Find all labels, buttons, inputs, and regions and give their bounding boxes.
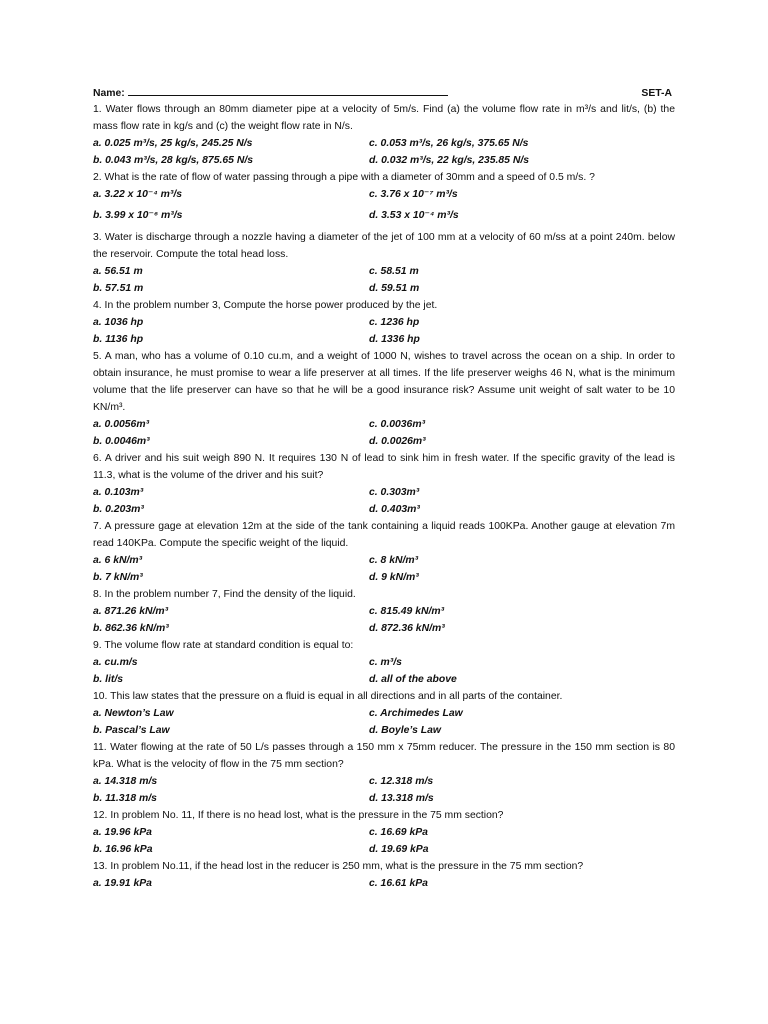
options-grid (93, 314, 675, 348)
answer-option[interactable]: d. 0.403m³ (369, 504, 420, 515)
options-grid (93, 705, 675, 739)
options-grid (93, 875, 675, 892)
answer-option[interactable]: a. 3.22 x 10⁻⁴ m³/s (93, 189, 183, 200)
set-label: SET-A (641, 88, 672, 99)
answer-option[interactable]: d. 59.51 m (369, 283, 420, 294)
question-block (93, 297, 675, 348)
answer-option[interactable]: d. 0.0026m³ (369, 436, 426, 447)
answer-option[interactable]: b. 57.51 m (93, 283, 144, 294)
answer-option[interactable]: a. 0.103m³ (93, 487, 144, 498)
answer-option[interactable]: c. m³/s (369, 657, 402, 668)
question-block (93, 858, 675, 892)
question-text: 1. Water flows through an 80mm diameter pipe at a velocity of 5m/s. Find (a) the volume flow rate in m³/s and lit/s, (b) the mass flow rate in kg/s and (c) the weight flow rate in N/s. (93, 104, 675, 132)
question-text: 11. Water flowing at the rate of 50 L/s passes through a 150 mm x 75mm reducer. The pressure in the 150 mm section is 80 kPa. What is the velocity of flow in the 75 mm section? (93, 742, 675, 770)
question-block (93, 807, 675, 858)
question-text: 3. Water is discharge through a nozzle having a diameter of the jet of 100 mm at a velocity of 60 m/ss at a point 240m. below the reservoir. Compute the total head loss. (93, 232, 675, 260)
answer-option[interactable]: d. 3.53 x 10⁻⁴ m³/s (369, 210, 459, 221)
question-text: 7. A pressure gage at elevation 12m at the side of the tank containing a liquid reads 100KPa. Another gauge at elevation 7m read 140KPa. Compute the specific weight of the liquid. (93, 521, 675, 549)
options-grid (93, 773, 675, 807)
answer-option[interactable]: a. Newton’s Law (93, 708, 174, 719)
answer-option[interactable]: a. 0.025 m³/s, 25 kg/s, 245.25 N/s (93, 138, 253, 149)
answer-option[interactable]: d. 1336 hp (369, 334, 420, 345)
question-block (93, 101, 675, 169)
answer-option[interactable]: b. 0.0046m³ (93, 436, 150, 447)
question-block (93, 169, 675, 229)
question-block (93, 739, 675, 807)
name-line[interactable] (128, 84, 448, 96)
answer-option[interactable]: d. 9 kN/m³ (369, 572, 419, 583)
answer-option[interactable]: b. 0.043 m³/s, 28 kg/s, 875.65 N/s (93, 155, 253, 166)
question-block (93, 586, 675, 637)
question-block (93, 229, 675, 297)
answer-option[interactable]: c. Archimedes Law (369, 708, 463, 719)
options-grid (93, 824, 675, 858)
answer-option[interactable]: d. all of the above (369, 674, 457, 685)
options-grid (93, 484, 675, 518)
answer-option[interactable]: d. 872.36 kN/m³ (369, 623, 445, 634)
answer-option[interactable]: a. 0.0056m³ (93, 419, 150, 430)
answer-option[interactable]: b. 11.318 m/s (93, 793, 157, 804)
answer-option[interactable]: a. 1036 hp (93, 317, 144, 328)
name-field (93, 84, 448, 102)
answer-option[interactable]: c. 815.49 kN/m³ (369, 606, 445, 617)
answer-option[interactable]: a. 56.51 m (93, 266, 143, 277)
question-text: 8. In the problem number 7, Find the density of the liquid. (93, 589, 356, 600)
question-block (93, 518, 675, 586)
answer-option[interactable]: a. 14.318 m/s (93, 776, 158, 787)
question-text: 5. A man, who has a volume of 0.10 cu.m, and a weight of 1000 N, wishes to travel across the ocean on a ship. In order to obtain insurance, he must promise to wear a life preserver at all times. If the life preserver weighs 46 N, what is the minimum volume that the life preserver can have so that he will be a good insurance risk? Assume unit weight of salt water to be 10 KN/m³. (93, 351, 675, 413)
answer-option[interactable]: a. 871.26 kN/m³ (93, 606, 169, 617)
question-list (93, 101, 675, 892)
options-grid (93, 603, 675, 637)
options-grid (93, 135, 675, 169)
answer-option[interactable]: c. 16.61 kPa (369, 878, 428, 889)
answer-option[interactable]: c. 8 kN/m³ (369, 555, 419, 566)
page-header (93, 84, 675, 101)
question-text: 12. In problem No. 11, If there is no head lost, what is the pressure in the 75 mm section? (93, 810, 504, 821)
answer-option[interactable]: b. Pascal’s Law (93, 725, 170, 736)
answer-option[interactable]: d. 0.032 m³/s, 22 kg/s, 235.85 N/s (369, 155, 529, 166)
question-text: 6. A driver and his suit weigh 890 N. It requires 130 N of lead to sink him in fresh water. If the specific gravity of the lead is 11.3, what is the volume of the driver and his suit? (93, 453, 675, 481)
answer-option[interactable]: b. 7 kN/m³ (93, 572, 143, 583)
question-text: 4. In the problem number 3, Compute the horse power produced by the jet. (93, 300, 438, 311)
question-text: 10. This law states that the pressure on a fluid is equal in all directions and in all parts of the container. (93, 691, 563, 702)
name-label: Name: (93, 88, 125, 99)
answer-option[interactable]: b. 0.203m³ (93, 504, 144, 515)
answer-option[interactable]: b. 862.36 kN/m³ (93, 623, 169, 634)
exam-page (93, 84, 675, 892)
answer-option[interactable]: c. 12.318 m/s (369, 776, 434, 787)
answer-option[interactable]: a. 19.96 kPa (93, 827, 152, 838)
question-block (93, 348, 675, 450)
answer-option[interactable]: c. 0.053 m³/s, 26 kg/s, 375.65 N/s (369, 138, 529, 149)
answer-option[interactable]: b. 16.96 kPa (93, 844, 153, 855)
options-grid (93, 416, 675, 450)
answer-option[interactable]: b. lit/s (93, 674, 124, 685)
question-block (93, 637, 675, 688)
options-grid (93, 263, 675, 297)
answer-option[interactable]: b. 1136 hp (93, 334, 144, 345)
answer-option[interactable]: c. 0.0036m³ (369, 419, 426, 430)
answer-option[interactable]: b. 3.99 x 10⁻⁶ m³/s (93, 210, 183, 221)
answer-option[interactable]: c. 0.303m³ (369, 487, 420, 498)
question-text: 9. The volume flow rate at standard condition is equal to: (93, 640, 354, 651)
options-grid (93, 186, 675, 229)
question-block (93, 688, 675, 739)
question-block (93, 450, 675, 518)
answer-option[interactable]: d. Boyle’s Law (369, 725, 441, 736)
question-text: 2. What is the rate of flow of water passing through a pipe with a diameter of 30mm and a speed of 0.5 m/s. ? (93, 172, 595, 183)
answer-option[interactable]: c. 58.51 m (369, 266, 419, 277)
options-grid (93, 654, 675, 688)
answer-option[interactable]: c. 1236 hp (369, 317, 420, 328)
answer-option[interactable]: c. 3.76 x 10⁻⁷ m³/s (369, 189, 458, 200)
answer-option[interactable]: c. 16.69 kPa (369, 827, 428, 838)
answer-option[interactable]: a. 6 kN/m³ (93, 555, 143, 566)
answer-option[interactable]: a. cu.m/s (93, 657, 138, 668)
answer-option[interactable]: d. 13.318 m/s (369, 793, 434, 804)
answer-option[interactable]: a. 19.91 kPa (93, 878, 152, 889)
answer-option[interactable]: d. 19.69 kPa (369, 844, 429, 855)
question-text: 13. In problem No.11, if the head lost in the reducer is 250 mm, what is the pressure in the 75 mm section? (93, 861, 584, 872)
options-grid (93, 552, 675, 586)
